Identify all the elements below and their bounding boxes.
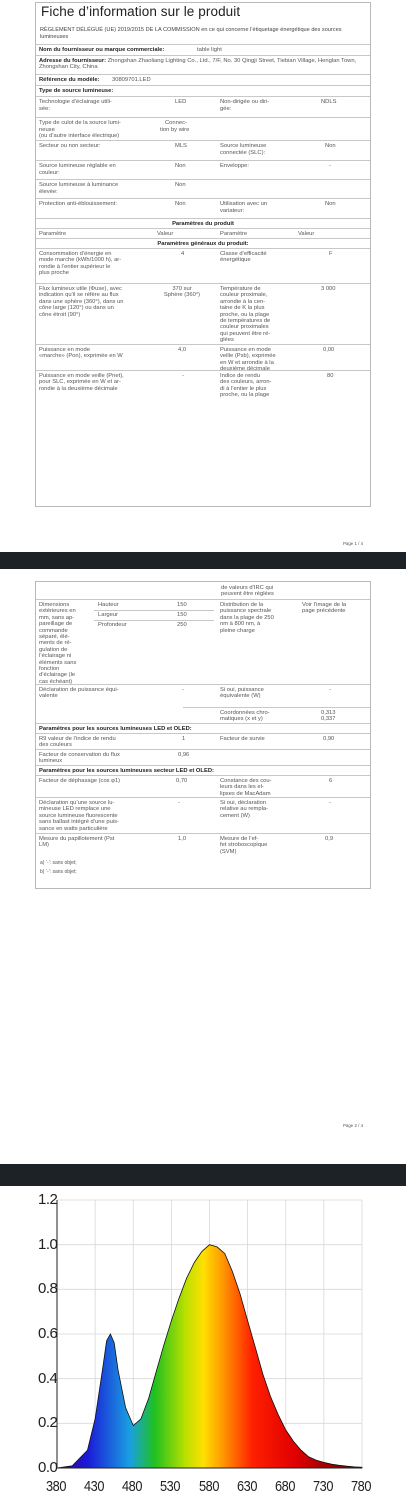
column-header: Valeur [157, 231, 174, 237]
cell-label: l’éclairage ni [39, 653, 72, 660]
supplier-address-value: Zhongshan Zhaoliang Lighting Co., Ltd., 7/F, No. 30 Qingji Street, Tiebian Village, Henglan Town, Zhongshan City, China [39, 58, 357, 71]
cell-label: Déclaration de puissance équi- [39, 687, 119, 693]
depth-value: 250 [177, 622, 187, 628]
led-params-title: Paramètres pour les sources lumineuses LED et OLED: [39, 726, 192, 732]
y-tick-label: 0.0 [38, 1459, 58, 1476]
cell-label: arrondie à la cen- [220, 298, 266, 305]
cell-value: Voir l’image de la [302, 602, 347, 608]
cell-value: Non [175, 201, 186, 207]
cell-label: relative au rempla- [220, 806, 269, 813]
cell-label: Flux lumineux utile (Φuse), avec [39, 286, 122, 292]
cell-label: matiques (x et y) [220, 716, 263, 723]
product-params-title-row [36, 218, 370, 228]
cell-value: 370 sur [172, 286, 192, 292]
column-header-row [36, 228, 370, 238]
source-type-title-row [36, 85, 370, 96]
cell-label: séparé, élé- [39, 634, 70, 641]
model-value: 30809701.LED [112, 77, 151, 83]
column-header: Valeur [298, 231, 315, 237]
y-tick-label: 1.2 [38, 1191, 58, 1208]
cell-value: F [329, 251, 333, 257]
x-tick-label: 380 [46, 1478, 67, 1495]
spectrum-chart-svg [0, 1188, 406, 1500]
cell-label: connectée (SLC): [220, 149, 266, 156]
y-tick-label: 1.0 [38, 1235, 58, 1253]
cell-value: 0,00 [323, 347, 335, 353]
y-tick-label: 0.8 [38, 1280, 58, 1298]
page-1-footer: Page 1 / 4 [343, 541, 364, 546]
cell-label: cône étroit (90°) [39, 311, 81, 318]
page-separator-2 [0, 1164, 406, 1186]
row-mains [36, 140, 370, 160]
depth-label: Profondeur [98, 622, 127, 628]
mains-params-title: Paramètres pour les sources lumineuses secteur LED et OLED: [39, 768, 214, 774]
cell-label: source lumineuse fluorescente [39, 812, 118, 819]
cell-value: 0,90 [323, 736, 335, 742]
cell-label: Consommation d’énergie en [39, 251, 112, 257]
cell-label: glées [220, 337, 234, 344]
cell-label: mineuse LED remplace une [39, 806, 111, 813]
cell-label: commande [39, 627, 68, 634]
cell-label: taine de K la plus [220, 305, 265, 312]
y-tick-label: 0.6 [38, 1325, 58, 1342]
cell-value: 3 000 [321, 286, 336, 292]
page-1 [0, 0, 406, 552]
supplier-name-row [36, 44, 370, 55]
row-flux-maintenance [36, 749, 370, 765]
cell-label: des couleurs [39, 742, 72, 749]
y-tick-label: 0.4 [38, 1369, 58, 1387]
cell-value: 4 [181, 251, 185, 257]
page-2-footer: Page 2 / 4 [343, 1123, 364, 1128]
cell-label: rondie à la deuxième décimale [39, 385, 118, 392]
cell-label: Si oui, puissance [220, 687, 264, 693]
cell-label: di à l’entier le plus [220, 385, 267, 392]
row-equivalent-power [36, 684, 370, 707]
cell-label: Type de culot de la source lumi- [39, 120, 121, 126]
row-lighting-technology [36, 96, 370, 117]
cell-value: - [329, 800, 331, 806]
model-label: Référence du modèle: [39, 77, 100, 83]
row-high-luminance [36, 179, 370, 198]
x-tick-label: 730 [312, 1478, 333, 1495]
cell-label: «marche» (Pon), exprimée en W [39, 353, 123, 360]
cell-label: Si oui, déclaration [220, 800, 267, 806]
cell-value: Non [325, 201, 336, 207]
cell-label: Classe d’efficacité [220, 251, 267, 257]
cell-label: pleine charge [220, 627, 255, 634]
cell-label: énergétique [220, 257, 251, 264]
cell-label: Coordonnées chro- [220, 710, 270, 716]
x-tick-label: 530 [160, 1478, 181, 1495]
cell-value: - [178, 800, 180, 806]
cell-value: - [182, 687, 184, 693]
cell-label: Facteur de conservation du flux [39, 752, 120, 758]
cell-label: veille (Psb), exprimée [220, 353, 276, 360]
x-tick-label: 430 [84, 1478, 105, 1495]
cell-label: proche, ou la plage [220, 392, 270, 399]
cell-label: pour SLC, exprimée en W et ar- [39, 379, 121, 386]
cell-label: cement (W) [220, 812, 250, 819]
row-chromaticity [183, 707, 370, 723]
width-value: 150 [177, 612, 187, 618]
cell-label: indication qu’il se réfère au flux [39, 292, 119, 299]
cell-label: plus proche [39, 270, 69, 277]
cell-label: mode marche (kWh/1000 h), ar- [39, 257, 122, 264]
row-standby-power [36, 370, 370, 400]
row-cap-type [36, 117, 370, 140]
row-luminous-flux [36, 283, 370, 344]
cell-value: 0,9 [325, 836, 334, 842]
regulation-text: RÈGLEMENT DÉLÉGUÉ (UE) 2019/2015 DE LA COMMISSION en ce qui concerne l’étiquetage énergétique des sources lumineuses [40, 27, 342, 40]
cell-label: Source lumineuse [220, 143, 267, 149]
cell-label: Protection anti-éblouissement: [39, 201, 117, 207]
cell-label: cône large (120°) ou dans un [39, 305, 114, 312]
cell-value: Connec- [165, 120, 187, 126]
row-colour-tunable [36, 160, 370, 179]
supplier-name-label: Nom du fournisseur ou marque commerciale: [39, 47, 165, 53]
x-tick-label: 780 [351, 1478, 372, 1495]
x-tick-label: 580 [198, 1478, 219, 1495]
cell-label: rondie à l’entier supérieur le [39, 263, 111, 270]
cell-value: page précédente [302, 608, 346, 615]
supplier-address-row [36, 55, 370, 74]
column-header: Paramètre [39, 231, 67, 237]
row-dimensions [36, 599, 370, 684]
x-tick-label: 480 [122, 1478, 143, 1495]
cell-label: LM) [39, 842, 49, 849]
cell-label: couleur proximales [220, 324, 269, 331]
mains-params-title-row [36, 765, 370, 775]
cell-label: Enveloppe: [220, 163, 250, 169]
row-phase-factor [36, 775, 370, 797]
cell-label: Constance des cou- [220, 778, 272, 784]
cell-label: Mesure du papillotement (Pst [39, 836, 115, 842]
cell-value: - [182, 373, 184, 379]
cell-label: proche, ou la plage [220, 311, 270, 318]
row-on-mode-power [36, 344, 370, 373]
cell-label: qui peuvent être ré- [220, 330, 271, 337]
cell-label: Utilisation avec un [220, 201, 268, 207]
cell-value: Non [175, 163, 186, 169]
cell-label: Distribution de la [220, 602, 264, 608]
spectrum-chart [0, 1188, 406, 1500]
cell-value: 0,337 [321, 716, 336, 723]
cell-label: pareillage de [39, 621, 73, 628]
row-r9 [36, 733, 370, 749]
cell-value: 1,0 [178, 836, 187, 842]
cell-label: Dimensions [39, 602, 70, 608]
cell-value: LED [175, 99, 187, 105]
cell-label: Secteur ou non secteur: [39, 143, 101, 149]
cell-label: lumineux [39, 758, 63, 765]
cell-value: 1 [182, 736, 186, 742]
cell-value: - [329, 687, 331, 693]
cell-label: Source lumineuse réglable en [39, 163, 116, 169]
cell-label: lipses de MacAdam [220, 790, 271, 797]
cell-label: mm, sans ap- [39, 614, 75, 621]
cell-label: Déclaration qu’une source lu- [39, 800, 115, 806]
page-title: Fiche d’information sur le produit [41, 4, 241, 19]
row-energy-consumption [36, 248, 370, 283]
cell-label: extérieures en [39, 608, 76, 615]
source-type-title: Type de source lumineuse: [39, 88, 114, 94]
cell-label: leurs dans les el- [220, 784, 264, 791]
cell-label: Facteur de déphasage (cos φ1) [39, 778, 121, 784]
cell-label: de valeurs d’IRC qui [221, 585, 274, 591]
cell-label: en W et arrondie à la [220, 359, 274, 366]
cell-label: éléments sans [39, 659, 77, 666]
model-row [36, 74, 370, 85]
cell-label: ments de ré- [39, 640, 72, 647]
cell-label: de températures de [220, 318, 271, 325]
cri-continuation [221, 585, 274, 598]
cell-label: Non-dirigée ou diri- [220, 99, 270, 105]
cell-value: Non [325, 143, 336, 149]
x-tick-label: 630 [236, 1478, 257, 1495]
cell-label: Température de [220, 286, 261, 292]
general-params-title: Paramètres généraux du produit: [157, 241, 249, 247]
cell-label: Source lumineuse à luminance [39, 182, 119, 188]
row-anti-glare [36, 198, 370, 218]
cell-label: peuvent être réglées [221, 591, 274, 598]
cell-label: (ou d’autre interface électrique) [39, 133, 120, 139]
footnote-a: a) ‘-’: sans objet; [40, 860, 77, 866]
cell-label: nm à 800 nm, à [220, 621, 261, 628]
cell-value: - [329, 163, 331, 169]
cell-label: (SVM) [220, 848, 237, 855]
page-separator-1 [0, 552, 406, 569]
cell-label: valente [39, 693, 58, 700]
cell-label: Indice de rendu [220, 373, 260, 379]
cell-label: élevée: [39, 188, 58, 195]
cell-label: variateur: [220, 207, 245, 214]
x-tick-label: 680 [274, 1478, 295, 1495]
cell-label: dans la plage de 250 [220, 614, 274, 621]
spectrum-area [57, 1245, 362, 1468]
cell-value: 4,0 [178, 347, 187, 353]
cell-value: 6 [329, 778, 333, 784]
cell-label: puissance spectrale [220, 608, 272, 615]
cell-value: 0,70 [176, 778, 188, 784]
cell-value: Non [175, 182, 186, 188]
cell-label: deuxième décimale [220, 366, 270, 373]
cell-value: 80 [327, 373, 334, 379]
column-header: Paramètre [220, 231, 248, 237]
cell-label: gée: [220, 105, 232, 112]
cell-label: d’éclairage (le [39, 672, 76, 679]
cell-label: Facteur de survie [220, 736, 265, 742]
y-tick-label: 0.2 [38, 1414, 58, 1432]
cell-label: R9 valeur de l’indice de rendu [39, 736, 116, 742]
cell-value: NDLS [321, 99, 337, 105]
row-led-replacement [36, 797, 370, 833]
cell-label: sée: [39, 105, 50, 112]
cell-label: fonction [39, 666, 60, 673]
cell-label: gulation de [39, 646, 68, 653]
cell-label: fet stroboscopique [220, 842, 268, 849]
cell-label: Puissance en mode [39, 347, 90, 353]
cell-label: cas échéant) [39, 678, 73, 685]
cell-label: sans ballast intégré d’une puis- [39, 819, 119, 826]
cell-label: des couleurs, arron- [220, 379, 272, 386]
supplier-address-label: Adresse du fournisseur: [39, 58, 107, 64]
cell-label: couleur: [39, 169, 60, 176]
cell-value: 0,96 [178, 752, 190, 758]
cell-label: équivalente (W) [220, 693, 261, 700]
general-params-title-row [36, 238, 370, 248]
cell-label: neuse [39, 126, 55, 133]
product-params-title: Paramètres du produit [172, 221, 234, 227]
height-value: 150 [177, 602, 187, 608]
cell-label: Puissance en mode [220, 347, 271, 353]
supplier-name-value: table light [197, 47, 222, 53]
cell-value: tion by wire [160, 126, 190, 133]
cell-label: Technologie d’éclairage utili- [39, 99, 112, 105]
cell-value: 0,313 [321, 710, 336, 716]
led-params-title-row [36, 723, 370, 733]
cell-label: sance en watts particulière [39, 825, 108, 832]
cell-label: dans une sphère (360°), dans un [39, 298, 124, 305]
footnote-b: b) ‘-’: sans objet; [40, 869, 77, 875]
row-flicker [36, 833, 370, 857]
cell-value: Sphère (360°) [163, 292, 201, 299]
cell-label: Puissance en mode veille (Pnet), [39, 373, 124, 379]
cell-label: couleur proximale, [220, 292, 268, 299]
cell-value: MLS [175, 143, 187, 149]
width-label: Largeur [98, 612, 118, 618]
cell-label: Mesure de l’ef- [220, 836, 259, 842]
height-label: Hauteur [98, 602, 119, 608]
page-2 [0, 569, 406, 1164]
